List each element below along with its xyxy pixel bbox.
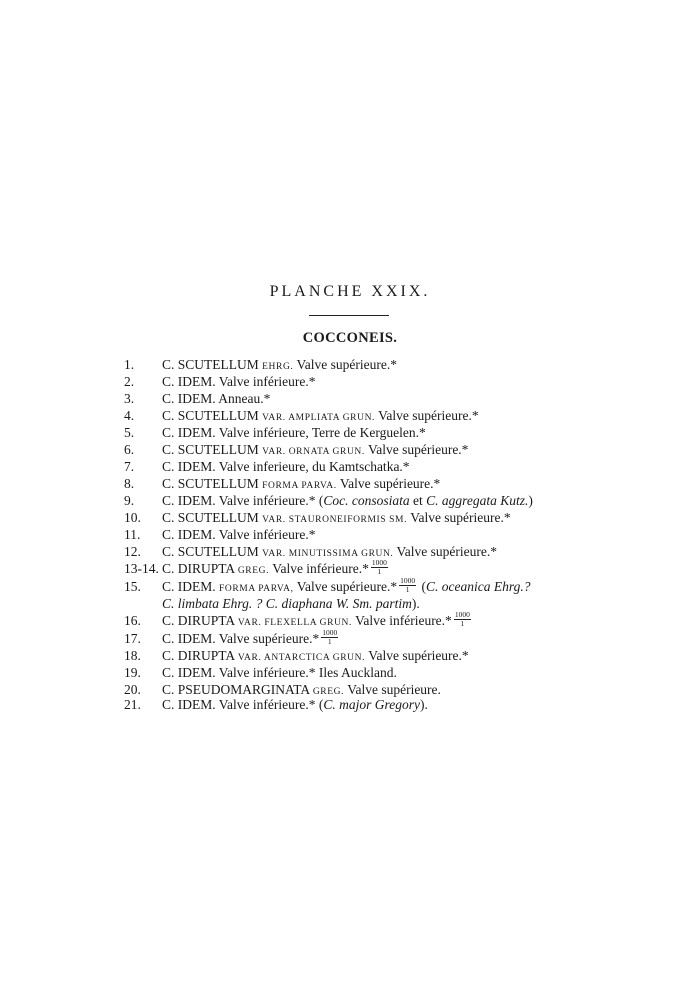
authority-text: GREG.: [312, 687, 345, 697]
description-text: C. SCUTELLUM: [162, 408, 263, 423]
description-text: C. IDEM. Valve inférieure.* (: [162, 493, 324, 508]
description-text: C. DIRUPTA: [162, 648, 238, 663]
description-text: C. DIRUPTA: [162, 613, 238, 628]
description-text: ).: [419, 697, 428, 712]
fraction-denominator: 1: [460, 619, 465, 629]
figure-number: 16.: [124, 613, 141, 628]
fraction-denominator: 1: [377, 567, 382, 577]
figure-description: [162, 458, 410, 475]
fraction-numerator: 1000: [454, 610, 470, 620]
description-text: ): [528, 493, 533, 508]
description-text: Valve supérieure.*: [365, 648, 469, 663]
figure-description: [162, 424, 426, 441]
description-text: Valve supérieure.: [344, 682, 441, 697]
figure-description: [162, 560, 390, 580]
description-text: C. IDEM. Valve inferieure, du Kamtschatka.*: [162, 459, 410, 474]
description-text: Valve supérieure.*: [407, 510, 511, 525]
fraction-numerator: 1000: [371, 558, 387, 568]
figure-number: 4.: [124, 408, 135, 423]
figure-description: [162, 373, 315, 390]
authority-text: VAR. ORNATA GRUN.: [262, 447, 365, 457]
description-text: (: [418, 579, 427, 594]
description-text: C. SCUTELLUM: [162, 442, 263, 457]
figure-number: 18.: [124, 648, 141, 663]
figure-number: 1.: [124, 357, 135, 372]
description-text: Valve inférieure.*: [269, 561, 369, 576]
description-text: ).: [411, 596, 420, 611]
description-text: Valve supérieure.*: [293, 357, 397, 372]
fraction-numerator: 1000: [400, 576, 416, 586]
authority-text: FORMA PARVA.: [262, 481, 337, 491]
figure-description: [162, 664, 397, 681]
authority-text: GREG.: [237, 566, 270, 576]
synonym-text: Coc. consosiata: [323, 493, 410, 508]
description-text: C. IDEM. Valve supérieure.*: [162, 631, 320, 646]
figure-description: [162, 595, 420, 612]
description-text: C. DIRUPTA: [162, 561, 238, 576]
figure-number: 17.: [124, 631, 141, 646]
description-text: Valve supérieure.*: [375, 408, 479, 423]
fraction-denominator: 1: [327, 637, 332, 647]
magnification-fraction: [321, 629, 338, 646]
description-text: Valve supérieure.*: [293, 579, 398, 594]
authority-text: FORMA PARVA,: [219, 584, 294, 594]
authority-text: VAR. FLEXELLA GRUN.: [237, 618, 352, 628]
figure-number: 5.: [124, 425, 135, 440]
description-text: C. SCUTELLUM: [162, 357, 263, 372]
description-text: C. IDEM. Valve inférieure.* (: [162, 697, 324, 712]
figure-description: [162, 612, 473, 632]
synonym-text: C. oceanica Ehrg.?: [426, 579, 531, 594]
genus-heading: COCCONEIS.: [302, 330, 398, 346]
description-text: C. IDEM. Valve inférieure.*: [162, 374, 316, 389]
authority-text: VAR. STAURONEIFORMIS SM.: [262, 515, 408, 525]
figure-number: 21.: [124, 697, 141, 712]
description-text: C. SCUTELLUM: [162, 544, 263, 559]
description-text: C. IDEM. Valve inférieure.*: [162, 527, 316, 542]
figure-description: [162, 526, 315, 543]
figure-number: 13-14.: [124, 561, 159, 576]
authority-text: VAR. ANTARCTICA GRUN.: [237, 653, 366, 663]
authority-text: EHRG.: [262, 362, 294, 372]
magnification-fraction: [371, 559, 388, 576]
figure-number: 20.: [124, 682, 141, 697]
figure-number: 19.: [124, 665, 141, 680]
fraction-numerator: 1000: [322, 628, 338, 638]
synonym-text: C. limbata Ehrg. ? C. diaphana W. Sm. partim: [162, 596, 412, 611]
synonym-text: C. major Gregory: [323, 697, 420, 712]
description-text: C. IDEM. Valve inférieure.* Iles Auckland.: [162, 665, 397, 680]
figure-number: 8.: [124, 476, 135, 491]
authority-text: VAR. AMPLIATA GRUN.: [262, 413, 376, 423]
description-text: Valve supérieure.*: [336, 476, 441, 491]
title-rule: [309, 315, 389, 316]
magnification-fraction: [399, 577, 416, 594]
description-text: C. PSEUDOMARGINATA: [162, 682, 313, 697]
figure-description: [162, 630, 340, 648]
figure-description: [162, 696, 428, 713]
figure-number: 11.: [124, 527, 141, 542]
description-text: Valve inférieure.*: [351, 613, 452, 628]
figure-number: 15.: [124, 579, 141, 594]
description-text: C. IDEM. Anneau.*: [162, 391, 271, 406]
figure-number: 2.: [124, 374, 135, 389]
figure-number: 3.: [124, 391, 135, 406]
description-text: Valve supérieure.*: [364, 442, 469, 457]
fraction-denominator: 1: [405, 585, 410, 595]
description-text: C. IDEM. Valve inférieure, Terre de Kerguelen.*: [162, 425, 426, 440]
description-text: C. SCUTELLUM: [162, 476, 263, 491]
figure-number: 7.: [124, 459, 135, 474]
magnification-fraction: [454, 611, 471, 628]
figure-description: [162, 390, 270, 407]
description-text: C. IDEM.: [162, 579, 219, 594]
synonym-text: C. aggregata Kutz.: [426, 493, 529, 508]
figure-number: 6.: [124, 442, 135, 457]
authority-text: VAR. MINUTISSIMA GRUN.: [262, 549, 394, 559]
description-text: et: [409, 493, 427, 508]
figure-number: 10.: [124, 510, 141, 525]
description-text: Valve supérieure.*: [393, 544, 497, 559]
plate-title: PLANCHE XXIX.: [269, 283, 431, 300]
figure-number: 12.: [124, 544, 141, 559]
description-text: C. SCUTELLUM: [162, 510, 263, 525]
figure-description: [162, 492, 533, 509]
figure-number: 9.: [124, 493, 135, 508]
